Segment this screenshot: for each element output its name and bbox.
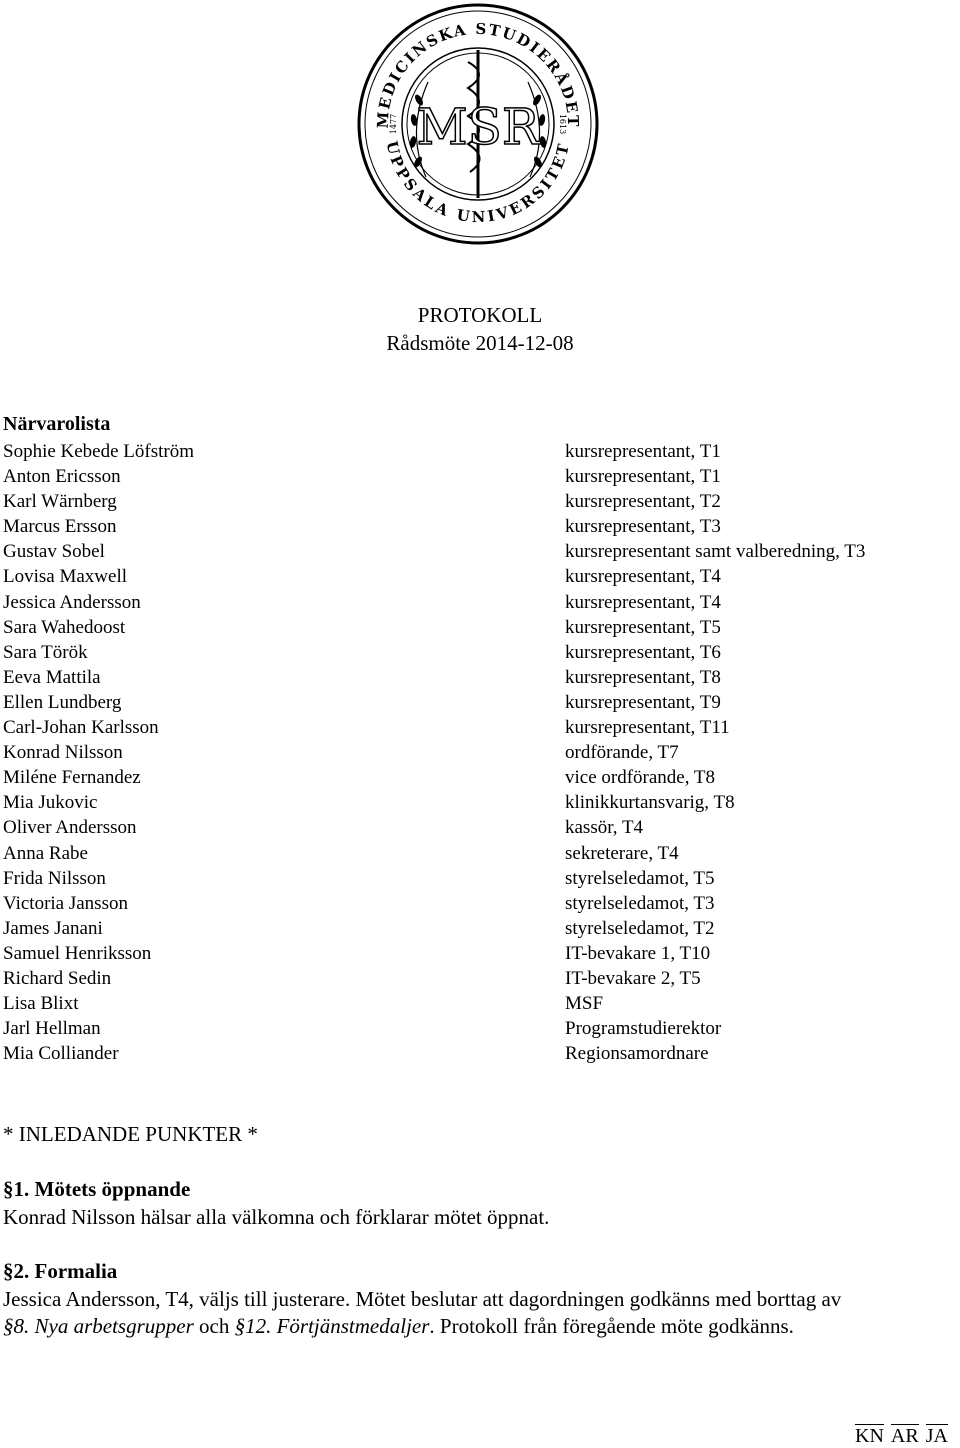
- attendee-name: Mia Jukovic: [3, 792, 98, 814]
- attendee-role: klinikkurtansvarig, T8: [565, 792, 735, 814]
- attendee-role: IT-bevakare 2, T5: [565, 967, 701, 989]
- attendee-name: Lovisa Maxwell: [3, 566, 128, 588]
- attendee-role: kursrepresentant, T11: [565, 717, 730, 739]
- attendee-name: Frida Nilsson: [3, 867, 106, 889]
- attendance-row: [3, 690, 953, 715]
- attendee-name: Carl-Johan Karlsson: [3, 717, 159, 739]
- section-1-text: Konrad Nilsson hälsar alla välkomna och förklarar mötet öppnat.: [3, 1205, 550, 1229]
- attendee-role: kassör, T4: [565, 817, 644, 839]
- attendee-name: Richard Sedin: [3, 967, 112, 989]
- attendee-name: Lisa Blixt: [3, 993, 79, 1015]
- seal-ring-bottom: UPPSALA UNIVERSITET: [382, 139, 574, 227]
- document-title: PROTOKOLL: [417, 303, 543, 327]
- attendee-name: Jarl Hellman: [3, 1018, 101, 1040]
- attendee-role: kursrepresentant, T2: [565, 491, 721, 513]
- attendance-row: [3, 464, 953, 489]
- attendee-name: Victoria Jansson: [3, 892, 128, 914]
- initials-ar: AR: [890, 1425, 919, 1447]
- attendance-heading: Närvarolista: [3, 413, 111, 435]
- attendee-name: Jessica Andersson: [3, 591, 141, 613]
- attendee-role: ordförande, T7: [565, 742, 679, 764]
- attendance-row: [3, 640, 953, 665]
- attendance-row: [3, 991, 953, 1016]
- section-2-text-line1: Jessica Andersson, T4, väljs till justerare. Mötet beslutar att dagordningen godkänns med borttag av: [3, 1287, 842, 1311]
- attendee-name: Karl Wärnberg: [3, 491, 117, 513]
- attendee-role: styrelseledamot, T3: [565, 892, 715, 914]
- attendee-role: kursrepresentant, T1: [565, 466, 721, 488]
- attendee-name: Marcus Ersson: [3, 516, 117, 538]
- attendance-list: [3, 439, 953, 1066]
- section-1-heading: §1. Mötets öppnande: [3, 1177, 191, 1201]
- attendee-role: kursrepresentant, T9: [565, 691, 721, 713]
- attendance-row: [3, 941, 953, 966]
- section-2-ending: . Protokoll från föregående möte godkänns.: [429, 1314, 794, 1338]
- attendee-name: Samuel Henriksson: [3, 942, 152, 964]
- section-2-connector: och: [193, 1314, 235, 1338]
- seal-year-left: 1477: [389, 113, 398, 135]
- attendee-role: kursrepresentant, T6: [565, 641, 721, 663]
- attendee-role: MSF: [565, 993, 604, 1015]
- attendee-role: styrelseledamot, T5: [565, 867, 715, 889]
- document-subtitle: Rådsmöte 2014-12-08: [386, 331, 574, 355]
- attendee-name: Sara Török: [3, 641, 88, 663]
- attendee-role: kursrepresentant, T1: [565, 441, 721, 462]
- section-2-heading: §2. Formalia: [3, 1259, 118, 1283]
- medicinska-studieradet-seal: [356, 2, 600, 246]
- section-ref-8: §8. Nya arbetsgrupper: [3, 1314, 194, 1338]
- initials-kn: KN: [855, 1425, 884, 1447]
- attendee-role: Regionsamordnare: [565, 1043, 709, 1065]
- attendee-role: sekreterare, T4: [565, 842, 679, 864]
- attendee-name: Sophie Kebede Löfström: [3, 441, 195, 462]
- attendee-role: kursrepresentant, T5: [565, 616, 721, 638]
- attendance-row: [3, 891, 953, 916]
- attendee-name: James Janani: [3, 917, 103, 939]
- seal-year-right: 1613: [558, 113, 567, 135]
- attendee-name: Anna Rabe: [3, 842, 88, 864]
- attendee-role: vice ordförande, T8: [565, 767, 716, 789]
- attendee-role: kursrepresentant, T3: [565, 516, 721, 538]
- attendance-row: [3, 1041, 953, 1066]
- attendance-row: [3, 489, 953, 514]
- attendee-role: IT-bevakare 1, T10: [565, 942, 711, 964]
- attendance-row: [3, 740, 953, 765]
- intro-section-heading: * INLEDANDE PUNKTER *: [3, 1122, 258, 1146]
- section-2-text-line2: [3, 1314, 794, 1339]
- attendance-row: [3, 966, 953, 991]
- attendee-role: styrelseledamot, T2: [565, 917, 715, 939]
- attendance-row: [3, 790, 953, 815]
- attendee-role: kursrepresentant samt valberedning, T3: [565, 541, 866, 563]
- signature-initials: [855, 1424, 950, 1448]
- attendee-name: Oliver Andersson: [3, 817, 137, 839]
- attendance-row: [3, 1016, 953, 1041]
- attendance-row: [3, 916, 953, 941]
- attendee-name: Anton Ericsson: [3, 466, 121, 488]
- attendance-row: [3, 564, 953, 589]
- initials-ja: JA: [925, 1425, 948, 1447]
- attendance-row: [3, 815, 953, 840]
- attendee-role: kursrepresentant, T4: [565, 566, 721, 588]
- attendee-role: kursrepresentant, T8: [565, 666, 721, 688]
- seal-ring-top: MEDICINSKA STUDIERÅDET: [373, 19, 583, 129]
- attendance-row: [3, 590, 953, 615]
- attendance-row: [3, 539, 953, 564]
- attendance-row: [3, 841, 953, 866]
- attendee-name: Sara Wahedoost: [3, 616, 126, 638]
- attendance-row: [3, 439, 953, 464]
- attendee-name: Konrad Nilsson: [3, 742, 123, 764]
- attendance-row: [3, 615, 953, 640]
- attendee-name: Miléne Fernandez: [3, 767, 141, 789]
- attendee-role: Programstudierektor: [565, 1018, 722, 1040]
- attendee-role: kursrepresentant, T4: [565, 591, 721, 613]
- attendance-row: [3, 715, 953, 740]
- attendance-row: [3, 765, 953, 790]
- attendance-row: [3, 514, 953, 539]
- attendee-name: Ellen Lundberg: [3, 691, 122, 713]
- attendance-row: [3, 665, 953, 690]
- attendee-name: Eeva Mattila: [3, 666, 101, 688]
- attendee-name: Mia Colliander: [3, 1043, 119, 1065]
- section-ref-12: §12. Förtjänstmedaljer: [234, 1314, 430, 1338]
- seal-monogram: MSR: [416, 98, 540, 156]
- attendance-row: [3, 866, 953, 891]
- attendee-name: Gustav Sobel: [3, 541, 105, 563]
